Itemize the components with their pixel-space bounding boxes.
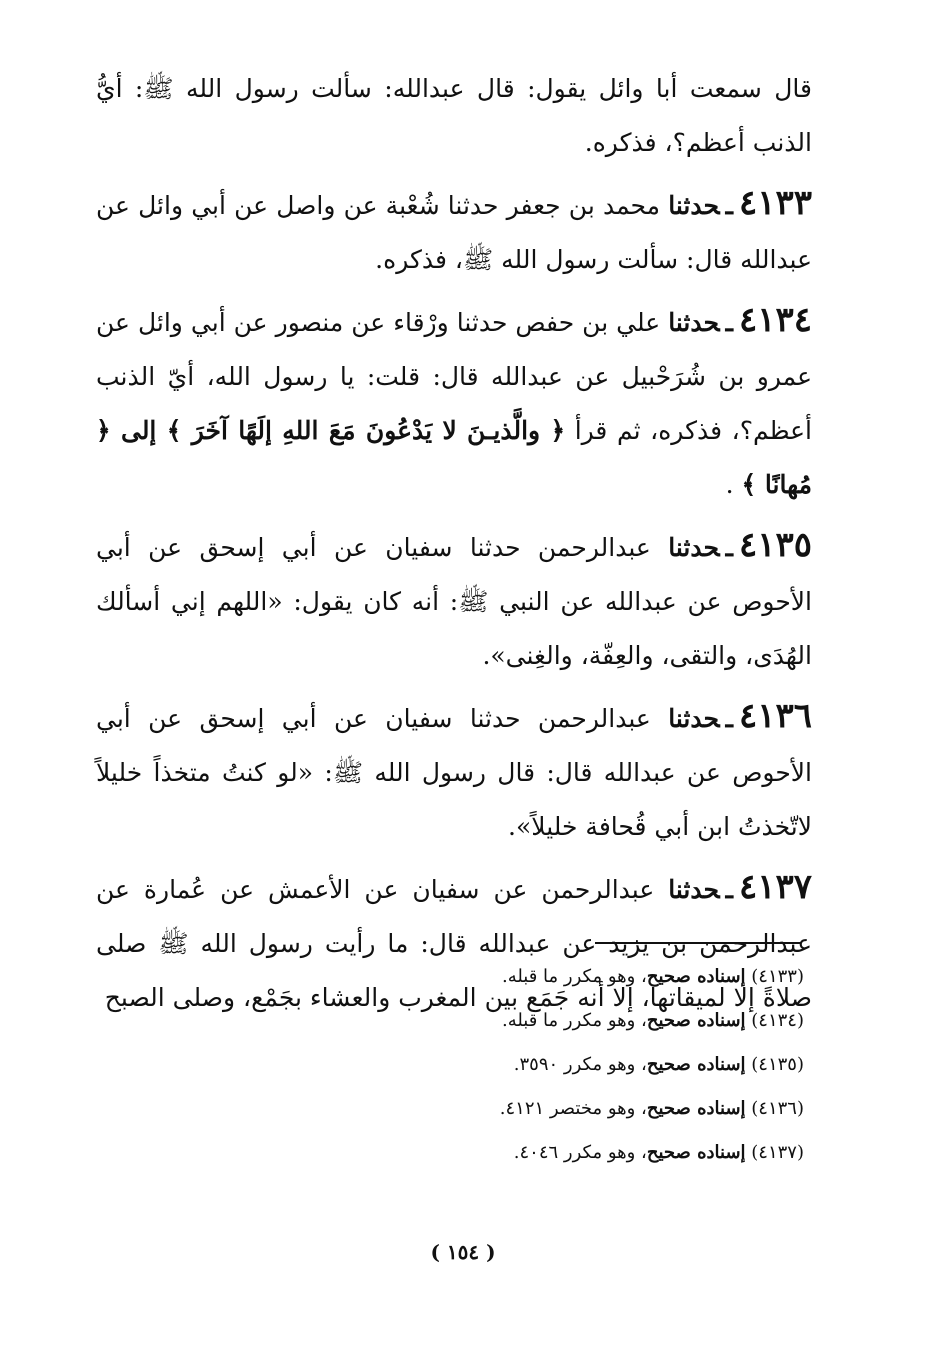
narration-lead: حدثنا	[668, 533, 720, 562]
hadith-number: ٤١٣٧	[738, 867, 812, 907]
paragraph-text: عبدالرحمن حدثنا سفيان عن أبي إسحق عن أبي الأحوص عن عبدالله عن النبي ﷺ: أنه كان يقول: «اللهم إني أسألك الهُدَى، والتقى، والعِفّة، والغِنى».	[96, 533, 812, 670]
paragraph-end: .	[725, 470, 734, 499]
footnote-ref: (٤١٣٧)	[751, 1142, 804, 1163]
hadith-paragraph-4133	[96, 176, 812, 287]
paragraph-text: عبدالرحمن حدثنا سفيان عن أبي إسحق عن أبي الأحوص عن عبدالله قال: قال رسول الله ﷺ: «لو كنتُ متخذاً خليلاً لاتّخذتُ ابن أبي قُحافة خليلاً».	[96, 704, 812, 841]
paragraph-text: محمد بن جعفر حدثنا شُعْبة عن واصل عن أبي وائل عن عبدالله قال: سألت رسول الله ﷺ، فذكره.	[96, 191, 812, 274]
footnote-item	[204, 1131, 804, 1175]
footnote-item	[204, 955, 804, 999]
narration-lead: حدثنا	[668, 704, 720, 733]
separator-dash: ـ	[725, 308, 733, 337]
paragraph-text: عبدالرحمن عن سفيان عن الأعمش عن عُمارة عن عبدالرحمن بن يزيد عن عبدالله قال: ما رأيت رسول الله ﷺ صلى صلاةً إلا لميقاتها، إلا أنه جَمَع بين المغرب والعشاء بجَمْع، وصلى الصبح	[96, 875, 812, 1012]
hadith-paragraph-4134	[96, 293, 812, 512]
footnote-grade: إسناده صحيح	[646, 966, 746, 987]
hadith-number: ٤١٣٥	[738, 525, 813, 565]
separator-dash: ـ	[725, 533, 733, 562]
narration-lead: حدثنا	[668, 875, 720, 904]
footnote-grade: إسناده صحيح	[646, 1010, 746, 1031]
footnote-ref: (٤١٣٣)	[751, 966, 804, 987]
page-number: ( ١٥٤ )	[430, 1240, 496, 1264]
footnote-grade: إسناده صحيح	[646, 1054, 746, 1075]
footnote-ref: (٤١٣٥)	[751, 1054, 804, 1075]
footnote-item	[204, 1043, 804, 1087]
hadith-number: ٤١٣٣	[738, 183, 812, 223]
footnote-grade: إسناده صحيح	[646, 1098, 746, 1119]
hadith-paragraph-4136	[96, 689, 812, 854]
footnote-note: ، وهو مكرر ٣٥٩٠.	[513, 1054, 647, 1075]
footnote-item	[204, 999, 804, 1043]
footnotes	[204, 955, 804, 1175]
footnote-ref: (٤١٣٦)	[751, 1098, 804, 1119]
paragraph-text: علي بن حفص حدثنا ورْقاء عن منصور عن أبي وائل عن عمرو بن شُرَحْبيل عن عبدالله قال: قلت: يا رسول الله، أيّ الذنب أعظم؟، فذكره، ثم قرأ	[96, 308, 812, 445]
footnote-ref: (٤١٣٤)	[751, 1010, 804, 1031]
footnote-grade: إسناده صحيح	[646, 1142, 746, 1163]
footnote-note: ، وهو مكرر ٤٠٤٦.	[513, 1142, 647, 1163]
footnote-divider	[595, 942, 801, 944]
separator-dash: ـ	[725, 191, 733, 220]
narration-lead: حدثنا	[668, 308, 720, 337]
hadith-paragraph-4135	[96, 518, 812, 683]
narration-lead: حدثنا	[668, 191, 720, 220]
hadith-number: ٤١٣٤	[738, 300, 812, 340]
footnote-note: ، وهو مكرر ما قبله.	[501, 1010, 647, 1031]
paragraph-continuation	[96, 62, 812, 170]
hadith-number: ٤١٣٦	[738, 696, 813, 736]
footnote-note: ، وهو مختصر ٤١٢١.	[499, 1098, 647, 1119]
footnote-note: ، وهو مكرر ما قبله.	[501, 966, 647, 987]
main-text	[96, 62, 812, 1031]
separator-dash: ـ	[725, 875, 733, 904]
separator-dash: ـ	[725, 704, 733, 733]
quran-verse: ﴿ والَّذيـنَ لا يَدْعُونَ مَعَ اللهِ إلَهًا آخَرَ ﴾ إلى ﴿ مُهانًا ﴾	[96, 416, 812, 499]
footnote-item	[204, 1087, 804, 1131]
paragraph-text: قال سمعت أبا وائل يقول: قال عبدالله: سألت رسول الله ﷺ: أيُّ الذنب أعظم؟، فذكره.	[96, 74, 812, 157]
